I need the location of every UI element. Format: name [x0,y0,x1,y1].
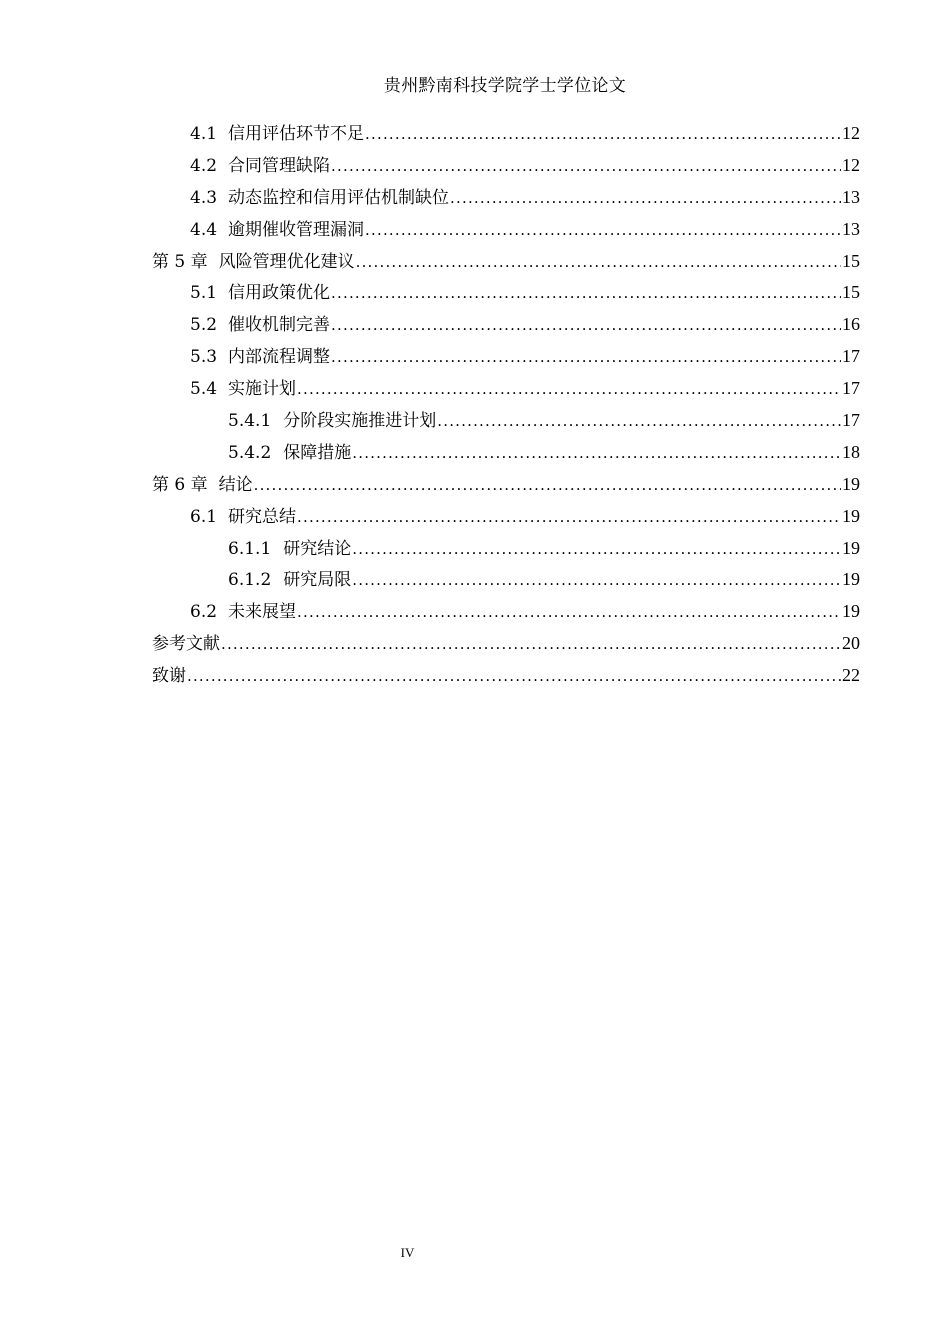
toc-dot-leader [331,279,841,307]
toc-entry-number: 第 6 章 [152,474,208,495]
toc-entry-number: 5.1 [190,283,218,304]
toc-entry-number: 4.1 [190,124,218,144]
toc-entry[interactable] [152,502,860,534]
toc-entry-number: 6.1.1 [228,538,272,559]
toc-entry-number: 6.1 [190,506,218,527]
toc-dot-leader [437,407,841,435]
toc-entry-title: 参考文献 [152,634,220,655]
toc-entry-page: 19 [842,601,860,622]
toc-entry-page: 15 [842,282,860,303]
toc-entry-page: 17 [842,346,860,367]
toc-subentry[interactable] [152,565,860,597]
toc-entry-number: 5.4.2 [228,442,272,463]
toc-entry-page: 20 [842,633,860,654]
page-number: IV [400,1245,415,1260]
toc-entry[interactable] [152,183,860,215]
toc-entry-title: 研究局限 [283,570,352,591]
toc-entry-page: 19 [842,473,860,494]
toc-entry[interactable] [152,342,860,374]
toc-dot-leader [352,535,841,563]
toc-entry[interactable] [152,215,860,247]
toc-dot-leader [331,343,841,371]
toc-entry-page: 22 [842,665,860,686]
toc-entry[interactable] [152,310,860,342]
toc-acknowledgements-entry[interactable] [152,661,860,693]
toc-entry-page: 13 [842,186,860,207]
toc-entry-number: 5.4 [190,379,218,400]
toc-entry-title: 内部流程调整 [228,347,331,368]
toc-dot-leader [450,184,841,212]
toc-entry-title: 实施计划 [228,379,297,400]
toc-entry[interactable] [152,119,860,151]
toc-entry-number: 4.4 [190,219,218,240]
toc-dot-leader [352,566,841,594]
toc-entry-title: 风险管理优化建议 [218,251,355,272]
toc-subentry[interactable] [152,406,860,438]
toc-entry-number: 第 5 章 [152,251,208,272]
toc-entry-title: 结论 [218,474,253,495]
toc-dot-leader [297,598,841,626]
toc-entry-page: 17 [842,410,860,431]
toc-entry-page: 15 [842,250,860,271]
toc-dot-leader [331,152,841,180]
toc-entry[interactable] [152,374,860,406]
toc-entry-title: 合同管理缺陷 [228,155,331,176]
toc-subentry[interactable] [152,534,860,566]
table-of-contents [152,119,860,693]
toc-entry-number: 5.3 [190,347,218,368]
toc-entry-page: 12 [842,154,860,175]
toc-entry-title: 研究总结 [228,506,297,527]
toc-dot-leader [254,471,841,499]
toc-entry-title: 信用评估环节不足 [228,124,365,144]
toc-entry-title: 催收机制完善 [228,315,331,336]
toc-entry-number: 6.1.2 [228,570,272,591]
toc-chapter-entry[interactable] [152,247,860,279]
toc-entry-title: 信用政策优化 [228,283,331,304]
toc-entry-page: 19 [842,569,860,590]
toc-entry-title: 保障措施 [283,442,352,463]
toc-entry-number: 5.2 [190,315,218,336]
toc-entry-page: 19 [842,505,860,526]
toc-dot-leader [365,120,841,148]
toc-entry-number: 4.3 [190,187,218,208]
toc-entry-number: 6.2 [190,602,218,623]
toc-entry-title: 逾期催收管理漏洞 [228,219,365,240]
toc-dot-leader [365,216,841,244]
toc-chapter-entry[interactable] [152,470,860,502]
toc-entry[interactable] [152,151,860,183]
toc-entry-title: 动态监控和信用评估机制缺位 [228,187,450,208]
toc-entry-page: 18 [842,441,860,462]
toc-entry-title: 致谢 [152,666,186,687]
toc-subentry[interactable] [152,438,860,470]
toc-dot-leader [221,630,841,658]
toc-entry-title: 研究结论 [283,538,352,559]
toc-entry-page: 13 [842,218,860,239]
toc-dot-leader [297,503,841,531]
toc-entry-page: 19 [842,537,860,558]
toc-dot-leader [352,439,841,467]
toc-entry[interactable] [152,278,860,310]
toc-entry-number: 5.4.1 [228,411,272,432]
toc-entry-page: 12 [842,123,860,143]
toc-entry-number: 4.2 [190,155,218,176]
toc-dot-leader [297,375,841,403]
running-header: 贵州黔南科技学院学士学位论文 [383,76,627,96]
toc-dot-leader [187,662,841,690]
toc-dot-leader [356,248,841,276]
toc-dot-leader [331,311,841,339]
toc-entry-title: 分阶段实施推进计划 [283,411,437,432]
toc-references-entry[interactable] [152,629,860,661]
toc-entry-page: 16 [842,314,860,335]
toc-entry-title: 未来展望 [228,602,297,623]
toc-entry-page: 17 [842,378,860,399]
toc-entry[interactable] [152,597,860,629]
